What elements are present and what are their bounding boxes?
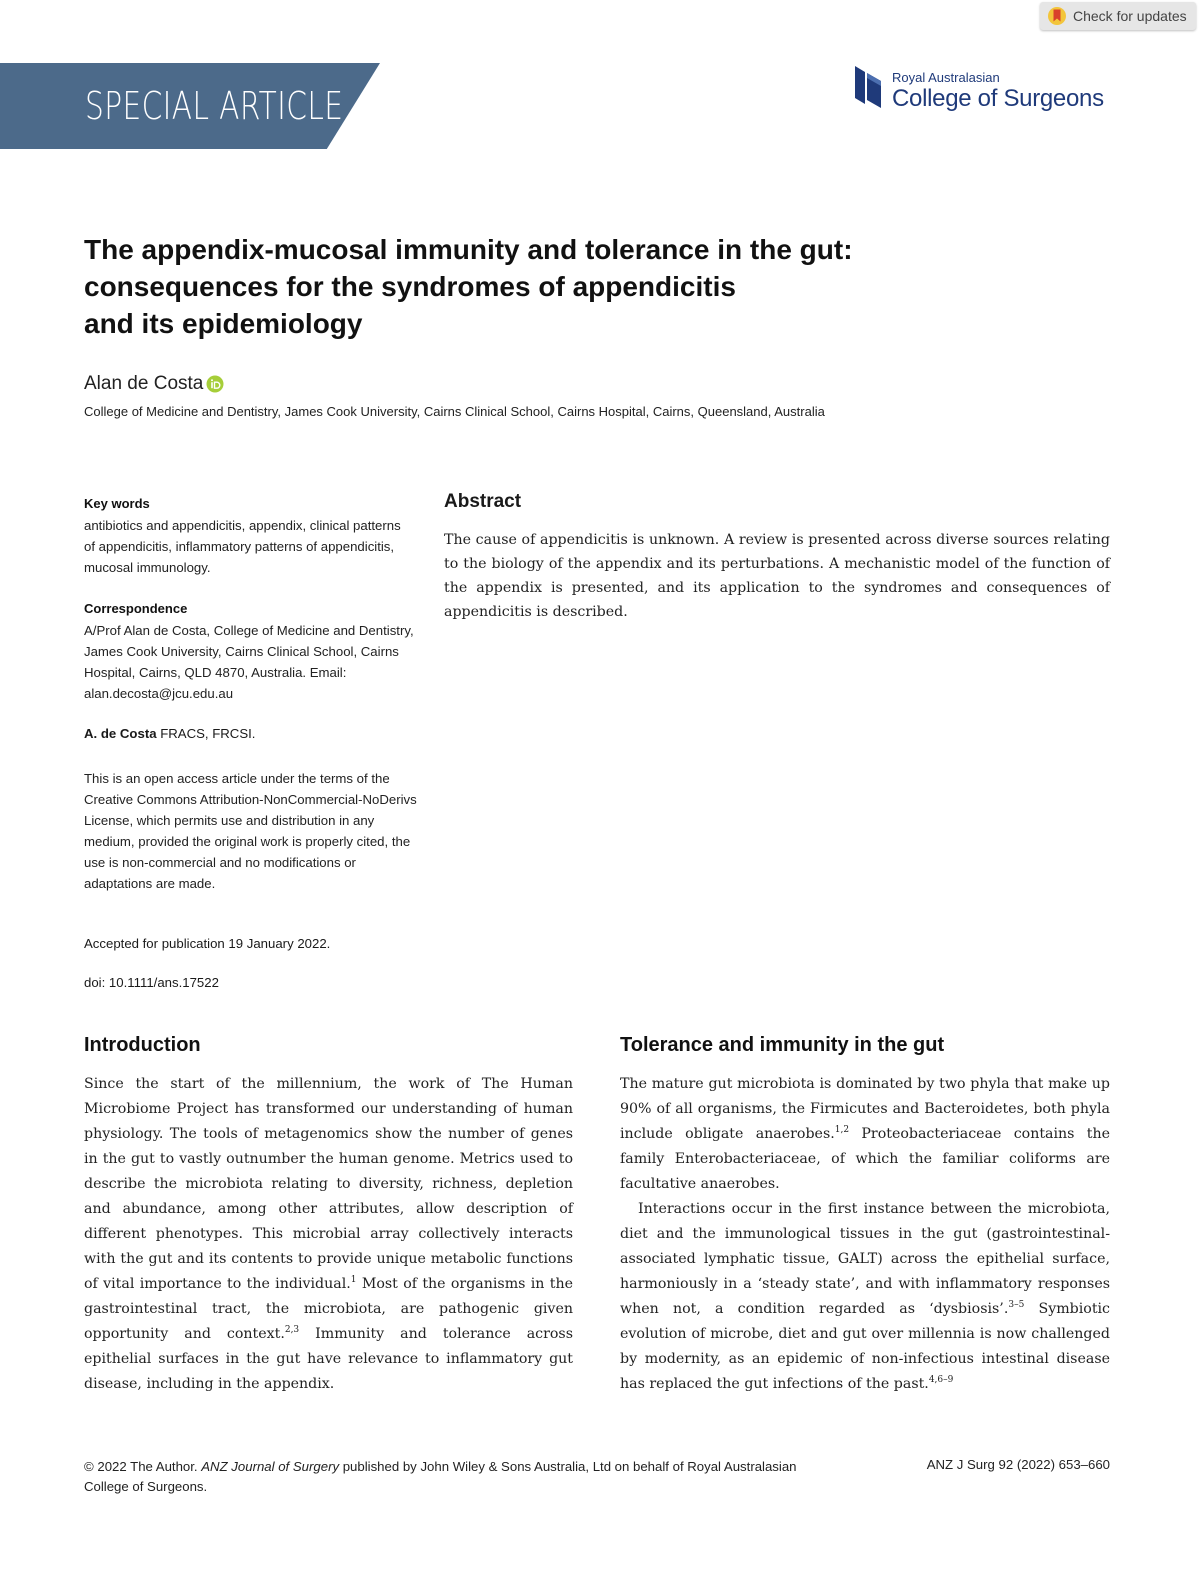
tolerance-body <box>620 1072 1110 1397</box>
author-line <box>84 373 224 395</box>
introduction-body <box>84 1072 573 1397</box>
title-line: and its epidemiology <box>84 308 363 339</box>
title-line: The appendix-mucosal immunity and tolerance in the gut: <box>84 234 853 265</box>
abstract-text: The cause of appendicitis is unknown. A review is presented across diverse sources relating to the biology of the appendix and its perturbations. A mechanistic model of the function of the appendix is presented, and its application to the syndromes and consequences of appendicitis is described. <box>444 532 1110 620</box>
logo-line-2: College of Surgeons <box>892 85 1104 112</box>
orcid-icon[interactable] <box>206 375 224 393</box>
accepted-date: Accepted for publication 19 January 2022. <box>84 936 331 951</box>
author-name[interactable]: Alan de Costa <box>84 373 204 394</box>
citation-ref[interactable]: 2,3 <box>284 1325 300 1335</box>
paragraph: Interactions occur in the first instance between the microbiota, diet and the immunological tissues in the gut (gastrointestinal-associated lymphatic tissue, GALT) across the epithelial surface, harmoniously in a ‘steady state’, and with inflammatory responses when not, a condition regarded as ‘dysbiosis’.$^{3-5}$ Symbiotic evolution of microbe, diet and gut over millennia is now challenged by modernity, as an epidemic of non-infectious intestinal disease has replaced the gut infections of the past.$^{4,6-9}$ <box>620 1201 1111 1392</box>
check-for-updates-button[interactable] <box>1040 2 1196 30</box>
credit-name: A. de Costa <box>84 726 157 741</box>
author-credentials <box>84 726 255 741</box>
citation-ref[interactable]: 1 <box>350 1275 357 1285</box>
citation-ref[interactable]: 1,2 <box>834 1125 850 1135</box>
citation-ref[interactable]: 3–5 <box>1008 1300 1025 1310</box>
check-for-updates-label: Check for updates <box>1073 8 1187 24</box>
special-article-label: SPECIAL ARTICLE <box>85 84 344 128</box>
paragraph: Since the start of the millennium, the work of The Human Microbiome Project has transformed our understanding of human physiology. The tools of metagenomics show the number of genes in the gut to vastly outnumber the human genome. Metrics used to describe the microbiota relating to diversity, richness, depletion and abundance, among other attributes, allow description of different phenotypes. This microbial array collectively interacts with the gut and its contents to provide unique metabolic functions of vital importance to the individual.$^1$ Most of the organisms in the gastrointestinal tract, the microbiota, are pathogenic given opportunity and context.$^{2,3}$ Immunity and tolerance across epithelial surfaces in the gut have relevance to inflammatory gut disease, including in the appendix. <box>84 1076 573 1392</box>
tolerance-heading: Tolerance and immunity in the gut <box>620 1034 945 1056</box>
racs-logo <box>852 64 1112 116</box>
title-line: consequences for the syndromes of appendicitis <box>84 271 736 302</box>
footer-citation: ANZ J Surg 92 (2022) 653–660 <box>926 1457 1110 1472</box>
introduction-heading: Introduction <box>84 1034 201 1056</box>
keywords-text: antibiotics and appendicitis, appendix, clinical patterns of appendicitis, inflammatory patterns of appendicitis, mucosal immunology. <box>84 518 401 575</box>
abstract-heading: Abstract <box>444 491 522 512</box>
bookmark-ribbon-icon <box>1047 6 1067 26</box>
author-affiliation: College of Medicine and Dentistry, James Cook University, Cairns Clinical School, Cairns Hospital, Cairns, Queensland, Australia <box>84 404 825 419</box>
correspondence-text: A/Prof Alan de Costa, College of Medicine and Dentistry, James Cook University, Cairns Clinical School, Cairns Hospital, Cairns, QLD 4870, Australia. Email: alan.decosta@jcu.edu.au <box>84 623 414 701</box>
journal-name: ANZ Journal of Surgery <box>201 1459 340 1474</box>
article-title <box>84 231 984 342</box>
paragraph: The mature gut microbiota is dominated by two phyla that make up 90% of all organisms, the Firmicutes and Bacteroidetes, both phyla include obligate anaerobes.$^{1,2}$ Proteobacteriaceae contains the family Enterobacteriaceae, of which the familiar coliforms are facultative anaerobes. <box>620 1076 1110 1192</box>
citation-ref[interactable]: 4,6–9 <box>928 1375 954 1385</box>
correspondence-heading: Correspondence <box>84 601 188 616</box>
credit-qualifications: FRACS, FRCSI. <box>156 726 256 741</box>
footer-copyright: © 2022 The Author. ANZ Journal of Surgery published by John Wiley & Sons Australia, Ltd on behalf of Royal Australasian College of Surgeons. <box>84 1459 797 1494</box>
open-access-license: This is an open access article under the terms of the Creative Commons Attribution-NonCommercial-NoDerivs License, which permits use and distribution in any medium, provided the original work is properly cited, the use is non-commercial and no modifications or adaptations are made. <box>84 771 417 891</box>
doi-link[interactable]: doi: 10.1111/ans.17522 <box>84 975 219 990</box>
racs-emblem-icon <box>852 64 884 110</box>
logo-line-1: Royal Australasian <box>892 70 1000 85</box>
keywords-heading: Key words <box>84 496 150 511</box>
